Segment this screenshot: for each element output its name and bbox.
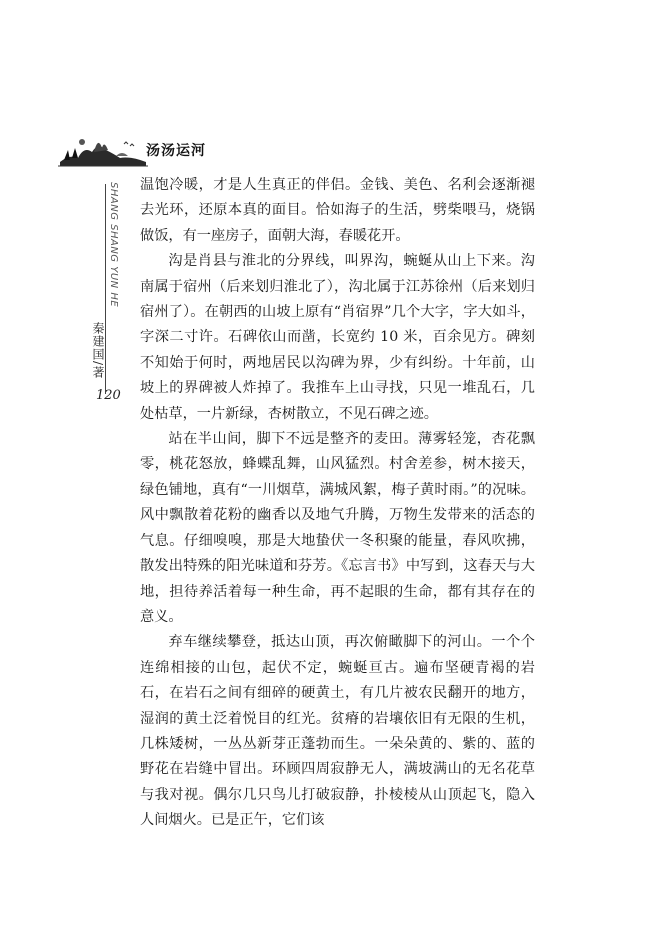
vertical-sidebar — [92, 182, 132, 442]
paragraph: 温饱冷暖，才是人生真正的伴侣。金钱、美色、名利会逐渐褪去光环，还原本真的面目。恰如海子的生活，劈柴喂马，烧锅做饭，有一座房子，面朝大海，春暖花开。 — [140, 177, 535, 244]
book-title: 汤汤运河 — [146, 143, 206, 159]
page-number: 120 — [96, 388, 121, 403]
running-header — [58, 128, 558, 168]
paragraph: 弃车继续攀登，抵达山顶，再次俯瞰脚下的河山。一个个连绵相接的山包，起伏不定，蜿蜒亘古。遍布坚硬青褐的岩石，在岩石之间有细碎的硬黄土，有几片被农民翻开的地方，湿润的黄土泛着悦目的红光。贫瘠的岩壤依旧有无限的生机，几株矮树，一丛丛新芽正蓬勃而生。一朵朵黄的、紫的、蓝的野花在岩缝中冒出。环顾四周寂静无人，满坡满山的无名花草与我对视。偶尔几只鸟儿打破寂静，扑棱棱从山顶起飞，隐入人间烟火。已是正午，它们该 — [140, 634, 535, 829]
paragraph: 沟是肖县与淮北的分界线，叫界沟，蜿蜒从山上下来。沟南属于宿州（后来划归淮北了），沟北属于江苏徐州（后来划归宿州了）。在朝西的山坡上原有“肖宿界”几个大字，字大如斗，字深二寸许。石碑依山而凿，长宽约 10 米，百余见方。碑刻不知始于何时，两地居民以沟碑为界，少有纠纷。十年前，山坡上的界碑被人炸掉了。我推车上山寻找，只见一堆乱石，几处枯草，一片新绿，杏树散立，不见石碑之迹。 — [140, 253, 535, 422]
ink-landscape-icon — [58, 128, 148, 168]
author-credit: 秦建国/著 — [91, 322, 105, 380]
body-text — [140, 173, 535, 834]
paragraph: 站在半山间，脚下不远是整齐的麦田。薄雾轻笼，杏花飘零，桃花怒放，蜂蝶乱舞，山风猛烈。村舍差参，树木接天，绿色铺地，真有“一川烟草，满城风絮，梅子黄时雨。”的况味。风中飘散着花粉的幽香以及地气升腾，万物生发带来的活态的气息。仔细嗅嗅，那是大地蛰伏一冬积聚的能量，春风吹拂，散发出特殊的阳光味道和芬芳。《忘言书》中写到，这春天与大地，担待养活着每一种生命，再不起眼的生命，都有其存在的意义。 — [140, 431, 535, 625]
pinyin-title: SHANG SHANG YUN HE — [108, 182, 119, 308]
